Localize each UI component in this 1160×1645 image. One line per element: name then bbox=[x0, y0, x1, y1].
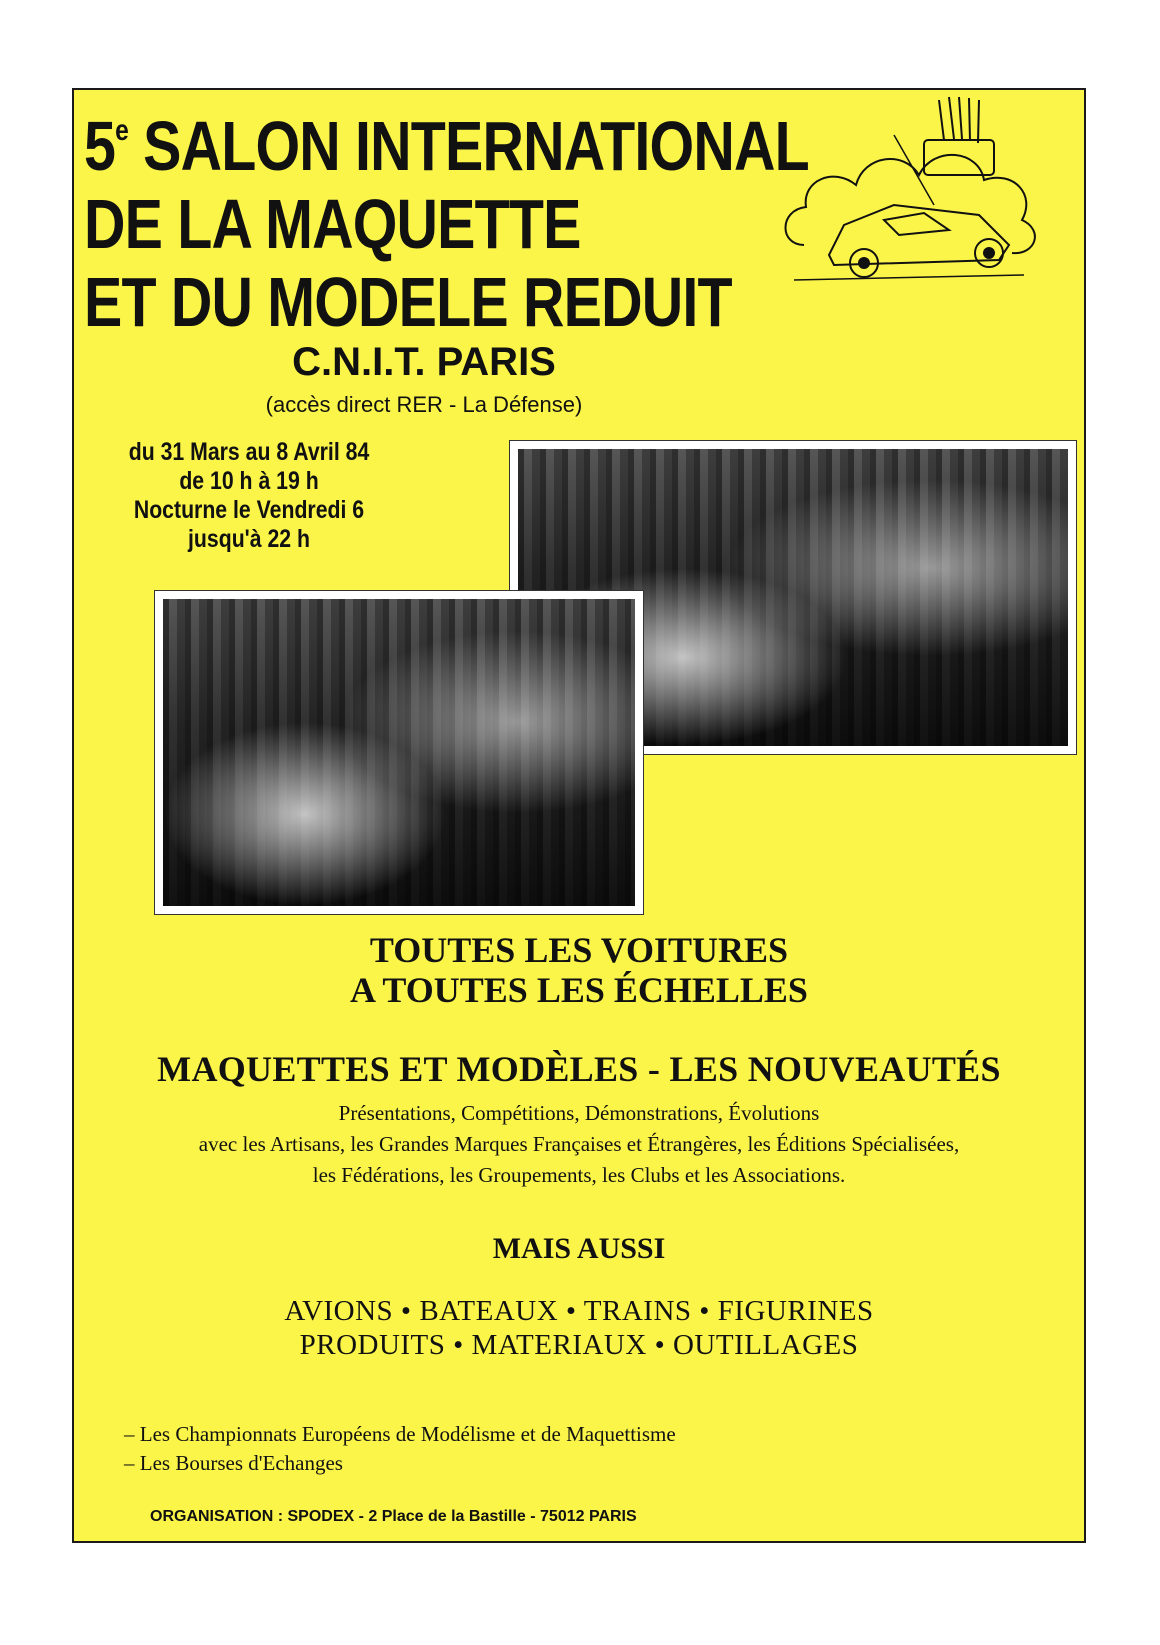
dates-until: jusqu'à 22 h bbox=[188, 525, 310, 553]
categories-line2: PRODUITS • MATERIAUX • OUTILLAGES bbox=[299, 1329, 859, 1361]
news-line2: avec les Artisans, les Grandes Marques Françaises et Étrangères, les Éditions Spécialisées, bbox=[198, 1132, 960, 1156]
venue-access: (accès direct RER - La Défense) bbox=[265, 392, 583, 417]
event-dates bbox=[117, 438, 381, 554]
news-title: MAQUETTES ET MODÈLES - LES NOUVEAUTÉS bbox=[157, 1049, 1001, 1089]
slogan-line1: TOUTES LES VOITURES bbox=[369, 930, 789, 970]
dates-hours: de 10 h à 19 h bbox=[179, 467, 319, 495]
venue-name: C.N.I.T. PARIS bbox=[292, 340, 556, 384]
photo-display-case bbox=[154, 590, 644, 915]
headline-line2: DE LA MAQUETTE bbox=[84, 185, 581, 263]
aussi-title: MAIS AUSSI bbox=[492, 1232, 666, 1265]
headline-line1-text: SALON INTERNATIONAL bbox=[143, 107, 809, 185]
headline-ordinal-suffix: e bbox=[115, 114, 128, 147]
headline-line1 bbox=[84, 92, 809, 185]
news-description bbox=[74, 1098, 1084, 1191]
events-item2: – Les Bourses d'Echanges bbox=[124, 1451, 343, 1475]
news-line1: Présentations, Compétitions, Démonstrations, Évolutions bbox=[338, 1101, 820, 1125]
dates-period: du 31 Mars au 8 Avril 84 bbox=[128, 438, 370, 466]
dates-nocturne: Nocturne le Vendredi 6 bbox=[133, 496, 365, 524]
headline-line3: ET DU MODELE REDUIT bbox=[84, 263, 732, 341]
categories bbox=[74, 1294, 1084, 1362]
slogan-line2: A TOUTES LES ÉCHELLES bbox=[350, 970, 808, 1010]
headline bbox=[84, 92, 809, 341]
poster bbox=[72, 88, 1086, 1543]
headline-ordinal: 5 bbox=[84, 107, 116, 185]
events-item1: – Les Championnats Européens de Modélisme et de Maquettisme bbox=[124, 1422, 676, 1446]
photo-display-case-image bbox=[163, 599, 635, 906]
news-line3: les Fédérations, les Groupements, les Clubs et les Associations. bbox=[312, 1163, 846, 1187]
rc-car-logo-icon bbox=[774, 95, 1044, 295]
categories-line1: AVIONS • BATEAUX • TRAINS • FIGURINES bbox=[284, 1295, 874, 1327]
events-list bbox=[124, 1420, 676, 1478]
organisation-footer: ORGANISATION : SPODEX - 2 Place de la Bastille - 75012 PARIS bbox=[150, 1508, 637, 1525]
slogan bbox=[74, 930, 1084, 1010]
